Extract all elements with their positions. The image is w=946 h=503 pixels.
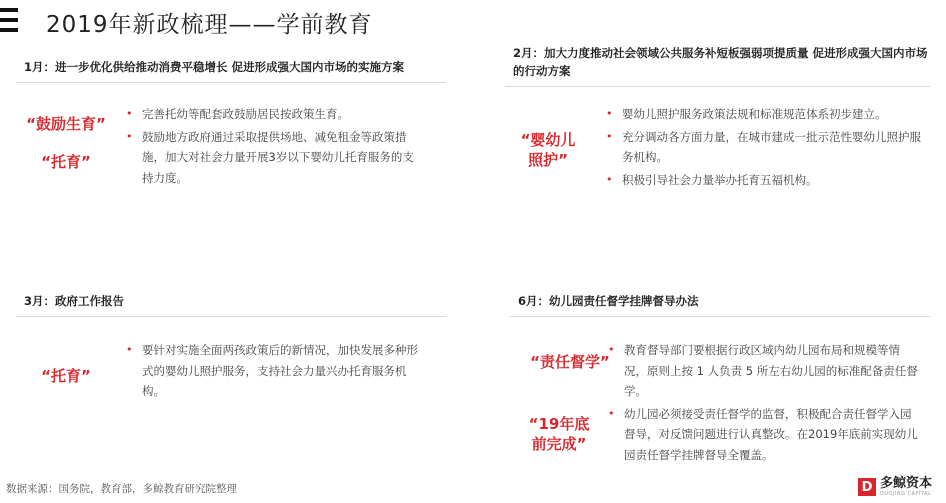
bullet-list — [604, 104, 924, 192]
page-title: 2019年新政梳理——学前教育 — [46, 12, 373, 38]
list-item: • 要针对实施全面两孩政策后的新情况，加快发展多种形式的婴幼儿照护服务，支持社会力量兴办托育服务机构。 — [124, 340, 424, 402]
tag-childcare: “托育” — [41, 153, 91, 171]
list-item: • 积极引导社会力量举办托育五福机构。 — [604, 170, 924, 191]
panel-heading: 3月：政府工作报告 — [16, 292, 446, 317]
bullet-list — [606, 340, 921, 467]
list-item: • 幼儿园必须接受责任督学的监督，积极配合责任督学入园督导，对反馈问题进行认真整改。在2019年底前实现幼儿园责任督学挂牌督导全覆盖。 — [606, 404, 921, 466]
list-item: • 完善托幼等配套政鼓励居民按政策生育。 — [124, 104, 424, 125]
tag-childcare: “托育” — [41, 367, 91, 385]
bullet-list — [124, 340, 424, 404]
panel-january — [16, 58, 446, 83]
menu-icon — [0, 8, 20, 32]
tag-deadline: “19年底前完成” — [528, 415, 590, 453]
brand-subtitle: DUOJING CAPITAL — [880, 491, 932, 497]
list-item: • 婴幼儿照护服务政策法规和标准规范体系初步建立。 — [604, 104, 924, 125]
panel-heading: 6月：幼儿园责任督学挂牌督导办法 — [510, 292, 930, 317]
list-item: • 教育督导部门要根据行政区域内幼儿园布局和规模等情况，原则上按 1 人负责 5 所左右幼儿园的标准配备责任督学。 — [606, 340, 921, 402]
tag-infant-care: “婴幼儿照护” — [520, 131, 576, 169]
brand-name: 多鲸资本 — [880, 476, 933, 491]
panel-heading: 2月：加大力度推动社会领域公共服务补短板强弱项提质量 促进形成强大国内市场的行动方案 — [505, 44, 930, 87]
list-item: • 鼓励地方政府通过采取提供场地、减免租金等政策措施，加大对社会力量开展3岁以下婴幼儿托育服务的支持力度。 — [124, 127, 424, 189]
panel-june — [510, 292, 930, 317]
list-item: • 充分调动各方面力量，在城市建成一批示范性婴幼儿照护服务机构。 — [604, 127, 924, 168]
tag-encourage-birth: “鼓励生育” — [26, 115, 106, 133]
brand-logo — [858, 477, 932, 497]
whale-logo-icon: D — [858, 478, 876, 496]
panel-march — [16, 292, 446, 317]
tag-supervisor: “责任督学” — [530, 353, 610, 371]
panel-heading: 1月：进一步优化供给推动消费平稳增长 促进形成强大国内市场的实施方案 — [16, 58, 446, 83]
data-source-note: 数据来源：国务院，教育部，多鲸教育研究院整理 — [6, 483, 237, 495]
panel-february — [505, 44, 930, 87]
bullet-list — [124, 104, 424, 190]
